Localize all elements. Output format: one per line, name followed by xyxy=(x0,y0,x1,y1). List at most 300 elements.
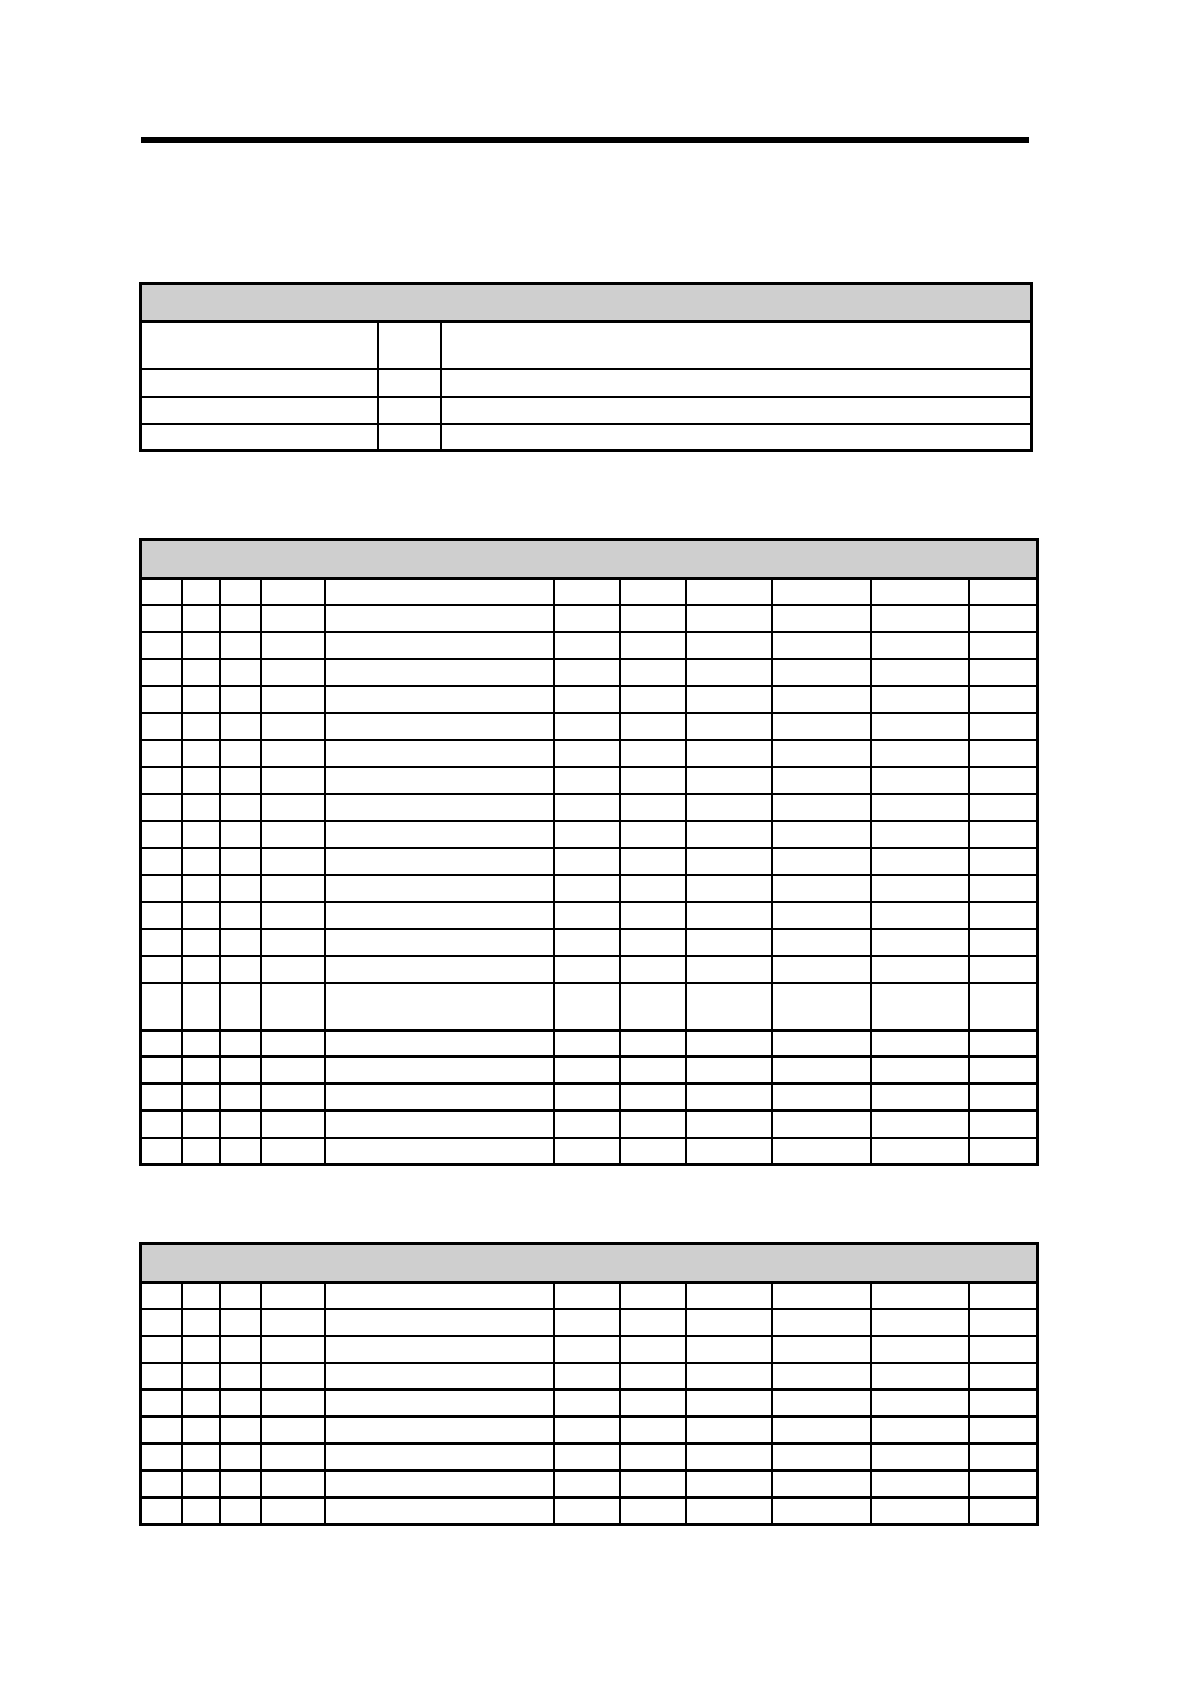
table-cell xyxy=(620,605,686,632)
table-cell xyxy=(969,1031,1038,1057)
table-cell xyxy=(772,875,871,902)
table-cell xyxy=(686,875,772,902)
table-cell xyxy=(620,956,686,983)
table-cell xyxy=(620,794,686,821)
table-cell xyxy=(141,767,182,794)
table-cell xyxy=(686,929,772,956)
table-cell xyxy=(686,1417,772,1444)
table-cell xyxy=(261,1498,325,1525)
main-table-title xyxy=(141,540,1038,579)
table-cell xyxy=(554,659,620,686)
table-cell xyxy=(261,1336,325,1363)
table-cell xyxy=(220,1471,261,1498)
table-cell xyxy=(325,605,554,632)
table-cell xyxy=(220,740,261,767)
table-cell xyxy=(686,983,772,1031)
table-cell xyxy=(686,1031,772,1057)
table-cell xyxy=(686,821,772,848)
table-cell xyxy=(220,659,261,686)
table-cell xyxy=(325,632,554,659)
table-cell xyxy=(969,821,1038,848)
table-cell xyxy=(772,902,871,929)
table-cell xyxy=(261,1138,325,1165)
table-cell xyxy=(620,902,686,929)
table-cell xyxy=(554,767,620,794)
table-cell xyxy=(182,794,220,821)
table-cell xyxy=(182,1309,220,1336)
table-cell xyxy=(220,1417,261,1444)
table-cell xyxy=(141,821,182,848)
info-cell xyxy=(378,322,441,369)
table-cell xyxy=(554,1111,620,1138)
table-cell xyxy=(620,1471,686,1498)
table-cell xyxy=(261,983,325,1031)
table-cell xyxy=(182,1111,220,1138)
table-cell xyxy=(261,767,325,794)
table-cell xyxy=(182,713,220,740)
table-cell xyxy=(554,983,620,1031)
table-row xyxy=(141,1111,1038,1138)
table-cell xyxy=(871,902,969,929)
table-cell xyxy=(141,983,182,1031)
table-cell xyxy=(686,1498,772,1525)
table-row xyxy=(141,740,1038,767)
table-cell xyxy=(969,1084,1038,1111)
table-cell xyxy=(141,632,182,659)
table-cell xyxy=(325,740,554,767)
table-cell xyxy=(772,1390,871,1417)
table-cell xyxy=(220,983,261,1031)
table-cell xyxy=(261,1057,325,1084)
info-cell xyxy=(441,424,1032,451)
table-row xyxy=(141,1390,1038,1417)
table-cell xyxy=(871,929,969,956)
table-cell xyxy=(141,1057,182,1084)
table-cell xyxy=(871,686,969,713)
table-cell xyxy=(141,1111,182,1138)
table-cell xyxy=(871,1417,969,1444)
table-row xyxy=(141,1471,1038,1498)
table-cell xyxy=(220,1031,261,1057)
table-cell xyxy=(772,1363,871,1390)
table-cell xyxy=(325,1309,554,1336)
table-cell xyxy=(969,848,1038,875)
table-cell xyxy=(772,1336,871,1363)
table-cell xyxy=(141,1336,182,1363)
table-cell xyxy=(325,579,554,605)
table-cell xyxy=(554,794,620,821)
table-cell xyxy=(182,686,220,713)
table-cell xyxy=(261,1471,325,1498)
table-cell xyxy=(182,1498,220,1525)
table-cell xyxy=(220,1444,261,1471)
table-cell xyxy=(220,848,261,875)
table-cell xyxy=(772,713,871,740)
table-row xyxy=(141,659,1038,686)
table-cell xyxy=(554,686,620,713)
table-cell xyxy=(182,1031,220,1057)
info-cell xyxy=(441,397,1032,424)
table-cell xyxy=(969,1138,1038,1165)
table-cell xyxy=(620,632,686,659)
table-cell xyxy=(220,579,261,605)
table-cell xyxy=(141,1471,182,1498)
table-cell xyxy=(686,686,772,713)
table-cell xyxy=(220,929,261,956)
table-cell xyxy=(325,1417,554,1444)
table-cell xyxy=(686,1111,772,1138)
table-cell xyxy=(220,605,261,632)
table-row xyxy=(141,1417,1038,1444)
table-cell xyxy=(772,1283,871,1309)
table-cell xyxy=(141,1390,182,1417)
table-cell xyxy=(620,821,686,848)
table-cell xyxy=(325,1111,554,1138)
table-cell xyxy=(772,632,871,659)
table-cell xyxy=(325,1471,554,1498)
table-cell xyxy=(871,632,969,659)
table-cell xyxy=(325,983,554,1031)
table-cell xyxy=(554,1309,620,1336)
table-row xyxy=(141,902,1038,929)
table-cell xyxy=(261,1309,325,1336)
second-table-title xyxy=(141,1244,1038,1283)
info-cell xyxy=(441,369,1032,397)
table-row xyxy=(141,1309,1038,1336)
table-cell xyxy=(871,821,969,848)
second-table xyxy=(139,1242,1039,1526)
table-cell xyxy=(141,1309,182,1336)
table-cell xyxy=(686,713,772,740)
table-cell xyxy=(554,1363,620,1390)
table-cell xyxy=(141,1444,182,1471)
table-cell xyxy=(871,983,969,1031)
table-cell xyxy=(620,1031,686,1057)
table-cell xyxy=(772,983,871,1031)
table-cell xyxy=(772,794,871,821)
info-cell xyxy=(141,397,378,424)
table-cell xyxy=(686,1390,772,1417)
table-cell xyxy=(620,767,686,794)
table-cell xyxy=(261,875,325,902)
table-cell xyxy=(554,929,620,956)
table-cell xyxy=(220,767,261,794)
table-cell xyxy=(182,1084,220,1111)
table-cell xyxy=(261,713,325,740)
table-cell xyxy=(969,1283,1038,1309)
table-cell xyxy=(686,956,772,983)
table-cell xyxy=(554,740,620,767)
table-cell xyxy=(772,929,871,956)
table-cell xyxy=(220,902,261,929)
table-cell xyxy=(182,740,220,767)
table-cell xyxy=(554,902,620,929)
table-row xyxy=(141,1444,1038,1471)
table-cell xyxy=(220,1057,261,1084)
table-cell xyxy=(686,1309,772,1336)
table-cell xyxy=(182,902,220,929)
table-cell xyxy=(325,1444,554,1471)
table-cell xyxy=(871,1390,969,1417)
table-cell xyxy=(325,713,554,740)
table-cell xyxy=(325,848,554,875)
table-cell xyxy=(772,1309,871,1336)
table-cell xyxy=(871,1138,969,1165)
table-cell xyxy=(141,1498,182,1525)
table-cell xyxy=(554,1498,620,1525)
table-cell xyxy=(772,605,871,632)
table-cell xyxy=(969,740,1038,767)
info-cell xyxy=(141,369,378,397)
table-cell xyxy=(969,1309,1038,1336)
table-cell xyxy=(969,605,1038,632)
table-cell xyxy=(871,848,969,875)
table-cell xyxy=(772,579,871,605)
table-cell xyxy=(686,1363,772,1390)
table-row xyxy=(141,632,1038,659)
table-cell xyxy=(141,1283,182,1309)
table-cell xyxy=(325,1498,554,1525)
table-cell xyxy=(182,821,220,848)
table-cell xyxy=(220,956,261,983)
table-cell xyxy=(554,579,620,605)
table-cell xyxy=(772,848,871,875)
table-cell xyxy=(772,1444,871,1471)
table-row xyxy=(141,605,1038,632)
table-cell xyxy=(620,713,686,740)
table-cell xyxy=(325,1057,554,1084)
table-cell xyxy=(141,1031,182,1057)
table-cell xyxy=(325,1031,554,1057)
table-cell xyxy=(686,1336,772,1363)
table-cell xyxy=(871,659,969,686)
table-cell xyxy=(261,1084,325,1111)
table-cell xyxy=(261,1417,325,1444)
table-cell xyxy=(554,821,620,848)
table-cell xyxy=(182,875,220,902)
table-cell xyxy=(969,1336,1038,1363)
table-cell xyxy=(620,929,686,956)
table-cell xyxy=(220,1390,261,1417)
table-row xyxy=(141,1057,1038,1084)
table-cell xyxy=(325,686,554,713)
table-cell xyxy=(871,956,969,983)
table-cell xyxy=(182,1283,220,1309)
table-cell xyxy=(261,902,325,929)
table-cell xyxy=(261,1283,325,1309)
table-cell xyxy=(969,956,1038,983)
table-cell xyxy=(220,1283,261,1309)
table-cell xyxy=(261,1363,325,1390)
table-cell xyxy=(969,929,1038,956)
table-cell xyxy=(325,1390,554,1417)
table-cell xyxy=(220,1498,261,1525)
table-cell xyxy=(554,1417,620,1444)
table-row xyxy=(141,1283,1038,1309)
table-cell xyxy=(620,686,686,713)
table-cell xyxy=(871,1111,969,1138)
table-cell xyxy=(969,632,1038,659)
table-row xyxy=(141,713,1038,740)
table-row xyxy=(141,1498,1038,1525)
table-cell xyxy=(325,1283,554,1309)
table-cell xyxy=(871,1084,969,1111)
table-cell xyxy=(141,848,182,875)
table-cell xyxy=(554,1390,620,1417)
table-row xyxy=(141,875,1038,902)
table-cell xyxy=(620,1336,686,1363)
table-cell xyxy=(182,579,220,605)
info-cell xyxy=(378,397,441,424)
table-cell xyxy=(969,579,1038,605)
table-cell xyxy=(620,1283,686,1309)
table-cell xyxy=(182,1471,220,1498)
table-cell xyxy=(141,1138,182,1165)
table-cell xyxy=(141,659,182,686)
header-rule xyxy=(141,137,1029,143)
table-cell xyxy=(686,632,772,659)
table-cell xyxy=(261,605,325,632)
table-row xyxy=(141,1363,1038,1390)
table-cell xyxy=(620,1363,686,1390)
table-cell xyxy=(220,713,261,740)
table-cell xyxy=(871,713,969,740)
table-cell xyxy=(554,848,620,875)
table-cell xyxy=(554,1057,620,1084)
table-cell xyxy=(620,740,686,767)
table-cell xyxy=(261,1111,325,1138)
table-cell xyxy=(969,1417,1038,1444)
table-cell xyxy=(969,713,1038,740)
table-cell xyxy=(325,767,554,794)
table-cell xyxy=(686,767,772,794)
table-cell xyxy=(182,1390,220,1417)
table-cell xyxy=(686,1471,772,1498)
main-table xyxy=(139,538,1039,1166)
table-cell xyxy=(686,1283,772,1309)
table-cell xyxy=(772,740,871,767)
table-cell xyxy=(871,794,969,821)
info-cell xyxy=(141,424,378,451)
table-cell xyxy=(554,1471,620,1498)
table-row xyxy=(141,686,1038,713)
table-cell xyxy=(325,1138,554,1165)
table-cell xyxy=(620,1444,686,1471)
table-cell xyxy=(182,1057,220,1084)
table-cell xyxy=(871,1498,969,1525)
table-cell xyxy=(182,983,220,1031)
info-cell xyxy=(441,322,1032,369)
table-cell xyxy=(871,1336,969,1363)
table-cell xyxy=(969,686,1038,713)
table-cell xyxy=(261,956,325,983)
table-cell xyxy=(772,1138,871,1165)
table-cell xyxy=(554,875,620,902)
table-cell xyxy=(772,956,871,983)
table-cell xyxy=(554,1444,620,1471)
table-cell xyxy=(182,929,220,956)
table-cell xyxy=(141,1363,182,1390)
table-cell xyxy=(261,1444,325,1471)
table-cell xyxy=(871,740,969,767)
table-cell xyxy=(686,1057,772,1084)
table-cell xyxy=(772,767,871,794)
table-cell xyxy=(220,632,261,659)
table-cell xyxy=(141,605,182,632)
table-cell xyxy=(969,1363,1038,1390)
table-cell xyxy=(620,1138,686,1165)
table-cell xyxy=(141,740,182,767)
table-cell xyxy=(871,1363,969,1390)
table-cell xyxy=(871,1309,969,1336)
table-cell xyxy=(182,767,220,794)
table-cell xyxy=(772,1111,871,1138)
table-cell xyxy=(182,1444,220,1471)
table-cell xyxy=(620,1111,686,1138)
table-cell xyxy=(772,1417,871,1444)
table-cell xyxy=(554,632,620,659)
table-cell xyxy=(220,1111,261,1138)
table-cell xyxy=(969,794,1038,821)
table-cell xyxy=(220,1084,261,1111)
table-row xyxy=(141,1336,1038,1363)
info-table-title xyxy=(141,284,1032,322)
info-cell xyxy=(378,369,441,397)
table-cell xyxy=(220,1363,261,1390)
table-cell xyxy=(261,579,325,605)
table-row xyxy=(141,929,1038,956)
table-cell xyxy=(620,1057,686,1084)
table-cell xyxy=(871,1283,969,1309)
table-cell xyxy=(969,767,1038,794)
table-cell xyxy=(620,1417,686,1444)
table-row xyxy=(141,821,1038,848)
table-cell xyxy=(620,1498,686,1525)
table-cell xyxy=(220,875,261,902)
table-cell xyxy=(554,1084,620,1111)
info-cell xyxy=(141,322,378,369)
table-cell xyxy=(141,929,182,956)
table-cell xyxy=(261,794,325,821)
table-cell xyxy=(261,848,325,875)
table-cell xyxy=(620,875,686,902)
table-cell xyxy=(220,686,261,713)
table-cell xyxy=(220,1336,261,1363)
table-cell xyxy=(220,821,261,848)
table-cell xyxy=(772,1084,871,1111)
table-cell xyxy=(554,1336,620,1363)
table-row xyxy=(141,983,1038,1031)
table-cell xyxy=(871,1031,969,1057)
table-cell xyxy=(686,1084,772,1111)
table-row xyxy=(141,794,1038,821)
table-cell xyxy=(182,956,220,983)
table-cell xyxy=(620,1084,686,1111)
table-cell xyxy=(261,1390,325,1417)
table-cell xyxy=(141,875,182,902)
table-cell xyxy=(871,1471,969,1498)
table-cell xyxy=(554,1138,620,1165)
table-cell xyxy=(871,875,969,902)
table-cell xyxy=(554,956,620,983)
table-cell xyxy=(141,956,182,983)
table-row xyxy=(141,579,1038,605)
table-cell xyxy=(772,686,871,713)
table-cell xyxy=(871,1444,969,1471)
table-cell xyxy=(261,632,325,659)
table-cell xyxy=(686,848,772,875)
table-cell xyxy=(182,1417,220,1444)
